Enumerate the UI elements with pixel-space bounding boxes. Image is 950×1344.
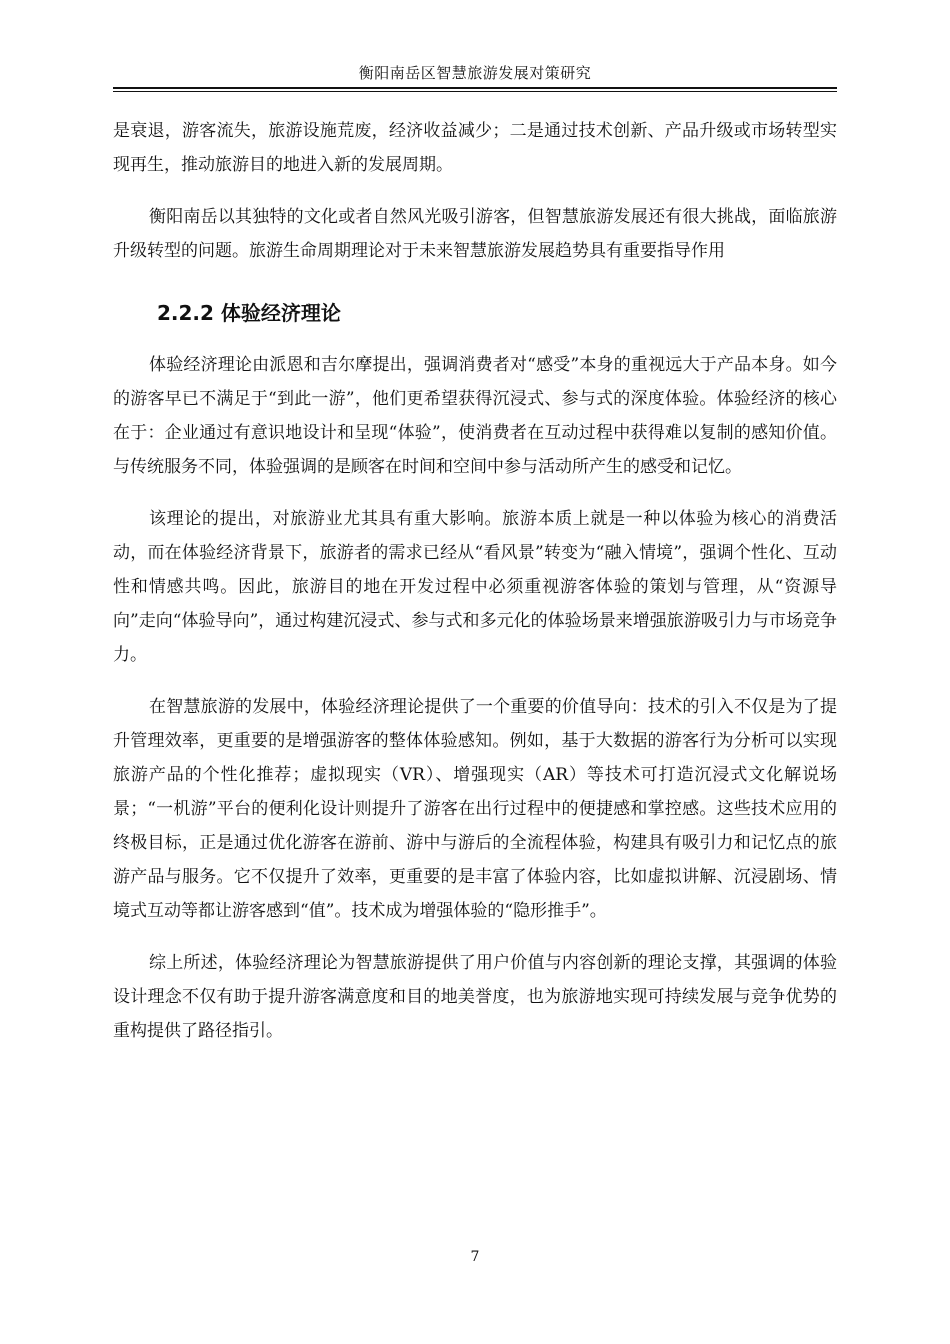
paragraph-continuation: 是衰退，游客流失，旅游设施荒废，经济收益减少；二是通过技术创新、产品升级或市场转型实现再生，推动旅游目的地进入新的发展周期。 (113, 121, 837, 175)
page-body (113, 114, 837, 1048)
section-heading: 2.2.2 体验经济理论 (157, 301, 341, 325)
paragraph-experience-economy-definition: 体验经济理论由派恩和吉尔摩提出，强调消费者对“感受”本身的重视远大于产品本身。如今的游客早已不满足于“到此一游”，他们更希望获得沉浸式、参与式的深度体验。体验经济的核心在于：企业通过有意识地设计和呈现“体验”，使消费者在互动过程中获得难以复制的感知价值。与传统服务不同，体验强调的是顾客在时间和空间中参与活动所产生的感受和记忆。 (113, 355, 837, 477)
paragraph-nanyue-challenge: 衡阳南岳以其独特的文化或者自然风光吸引游客，但智慧旅游发展还有很大挑战，面临旅游升级转型的问题。旅游生命周期理论对于未来智慧旅游发展趋势具有重要指导作用 (113, 207, 837, 261)
header-rule-thick (113, 87, 837, 89)
paragraph-tourism-impact: 该理论的提出，对旅游业尤其具有重大影响。旅游本质上就是一种以体验为核心的消费活动，而在体验经济背景下，旅游者的需求已经从“看风景”转变为“融入情境”，强调个性化、互动性和情感共鸣。因此，旅游目的地在开发过程中必须重视游客体验的策划与管理，从“资源导向”走向“体验导向”，通过构建沉浸式、参与式和多元化的体验场景来增强旅游吸引力与市场竞争力。 (113, 509, 837, 665)
paragraph-smart-tourism-value: 在智慧旅游的发展中，体验经济理论提供了一个重要的价值导向：技术的引入不仅是为了提升管理效率，更重要的是增强游客的整体体验感知。例如，基于大数据的游客行为分析可以实现旅游产品的个性化推荐；虚拟现实（VR）、增强现实（AR）等技术可打造沉浸式文化解说场景；“一机游”平台的便利化设计则提升了游客在出行过程中的便捷感和掌控感。这些技术应用的终极目标，正是通过优化游客在游前、游中与游后的全流程体验，构建具有吸引力和记忆点的旅游产品与服务。它不仅提升了效率，更重要的是丰富了体验内容，比如虚拟讲解、沉浸剧场、情境式互动等都让游客感到“值”。技术成为增强体验的“隐形推手”。 (113, 697, 837, 921)
page-number: 7 (470, 1249, 480, 1265)
paragraph-summary: 综上所述，体验经济理论为智慧旅游提供了用户价值与内容创新的理论支撑，其强调的体验设计理念不仅有助于提升游客满意度和目的地美誉度，也为旅游地实现可持续发展与竞争优势的重构提供了路径指引。 (113, 953, 837, 1041)
header-rule-thin (113, 91, 837, 92)
page-header-title: 衡阳南岳区智慧旅游发展对策研究 (358, 64, 592, 82)
